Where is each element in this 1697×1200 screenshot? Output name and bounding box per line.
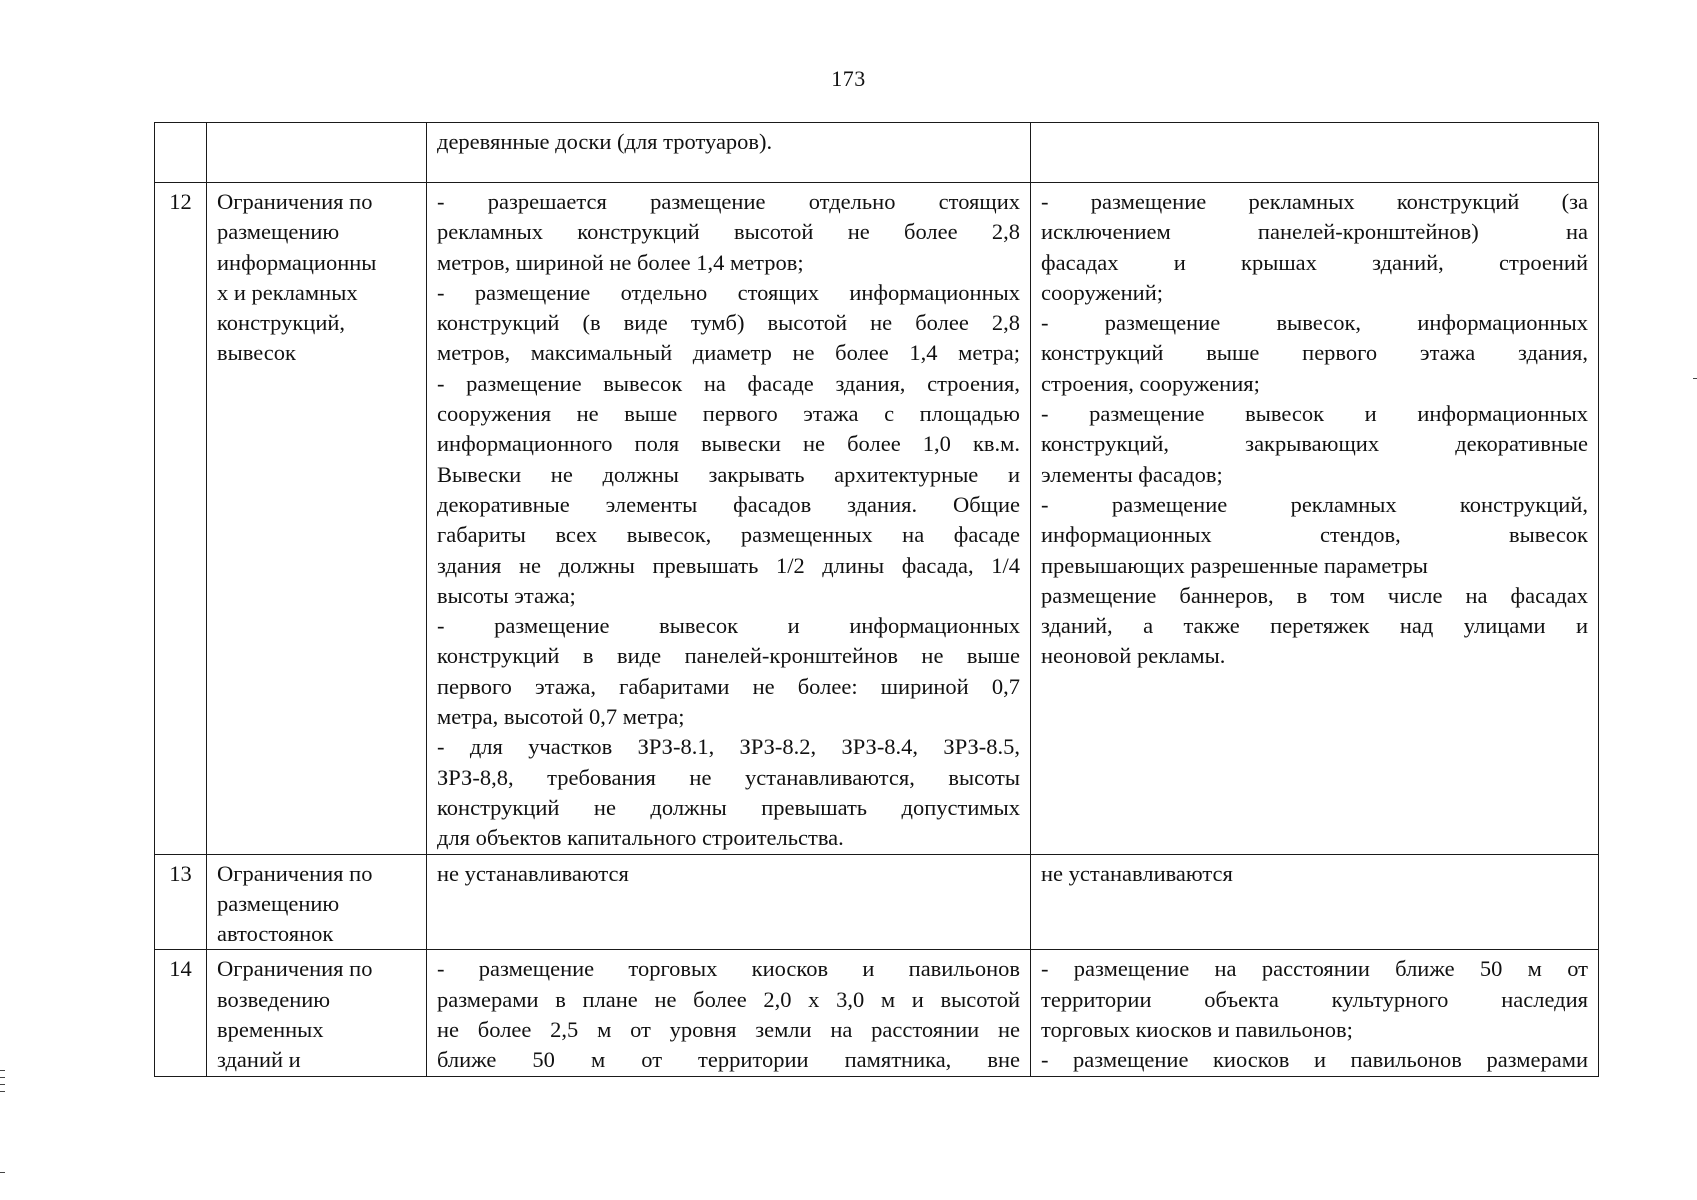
text-line: первого этажа, габаритами не более: шириной 0,7 [437, 673, 1020, 699]
margin-mark [0, 1070, 5, 1071]
text-line: исключением панелей-кронштейнов) на [1041, 219, 1588, 245]
row-col4 [1031, 854, 1599, 950]
restriction-name-line: информационны [217, 249, 377, 275]
text-line: конструкций в виде панелей-кронштейнов не выше [437, 643, 1020, 669]
table-row [155, 950, 1599, 1076]
row-col3 [427, 123, 1031, 183]
table-row [155, 123, 1599, 183]
text-line: метра, высотой 0,7 метра; [437, 704, 685, 730]
page-number: 173 [831, 66, 866, 91]
restrictions-table [154, 122, 1599, 1077]
text-line: превышающих разрешенные параметры [1041, 552, 1428, 578]
restriction-name-line: Ограничения по [217, 189, 373, 214]
margin-mark [0, 1091, 5, 1092]
restriction-name-line: Ограничения по [217, 860, 373, 886]
row-col4 [1031, 950, 1599, 1076]
text-line: для объектов капитального строительства. [437, 825, 844, 851]
row-number: 14 [155, 950, 207, 1076]
text-line: конструкций (в виде тумб) высотой не более 2,8 [437, 310, 1020, 336]
restriction-name-line: конструкций, [217, 310, 346, 336]
text-line: метров, максимальный диаметр не более 1,4 метра; [437, 340, 1020, 366]
restriction-name-line: размещению [217, 219, 340, 245]
margin-mark [0, 1172, 5, 1173]
restriction-name-line: временных [217, 1017, 324, 1043]
restriction-name-line: х и рекламных [217, 279, 358, 305]
text-line: информационного поля вывески не более 1,0 кв.м. [437, 431, 1020, 457]
text-line: декоративные элементы фасадов здания. Общие [437, 491, 1020, 517]
text-line: конструкций, закрывающих декоративные [1041, 431, 1588, 457]
text-line: не более 2,5 м от уровня земли на расстоянии не [437, 1017, 1020, 1043]
text-line: - размещение вывесок и информационных [1041, 401, 1588, 427]
text-line: деревянные доски (для тротуаров). [437, 129, 773, 154]
text-line: Вывески не должны закрывать архитектурные и [437, 461, 1020, 487]
restriction-name [207, 183, 427, 855]
text-line: не устанавливаются [437, 860, 629, 886]
text-line: - размещение отдельно стоящих информационных [437, 279, 1020, 305]
text-line: элементы фасадов; [1041, 461, 1223, 487]
restriction-name-line: возведению [217, 986, 331, 1012]
text-line: здания не должны превышать 1/2 длины фасада, 1/4 [437, 552, 1020, 578]
text-line: - размещение на расстоянии ближе 50 м от [1041, 956, 1588, 982]
restriction-name-line: зданий и [217, 1047, 301, 1073]
text-line: конструкций выше первого этажа здания, [1041, 340, 1588, 366]
text-line: - размещение торговых киосков и павильонов [437, 956, 1020, 982]
text-line: не устанавливаются [1041, 860, 1233, 886]
restriction-name-line: автостоянок [217, 921, 334, 947]
margin-mark [0, 1077, 5, 1078]
restriction-name-line: вывесок [217, 340, 296, 366]
text-line: - размещение рекламных конструкций (за [1041, 189, 1588, 214]
text-line: зданий, а также перетяжек над улицами и [1041, 613, 1588, 639]
row-col3 [427, 854, 1031, 950]
margin-mark [0, 1084, 5, 1085]
text-line: - разрешается размещение отдельно стоящих [437, 189, 1020, 214]
text-line: фасадах и крышах зданий, строений [1041, 249, 1588, 275]
text-line: неоновой рекламы. [1041, 643, 1226, 669]
text-line: размещение баннеров, в том числе на фасадах [1041, 582, 1588, 608]
row-col4 [1031, 183, 1599, 855]
text-line: конструкций не должны превышать допустимых [437, 794, 1020, 820]
text-line: размерами в плане не более 2,0 х 3,0 м и высотой [437, 986, 1020, 1012]
text-line: сооружения не выше первого этажа с площадью [437, 401, 1020, 427]
row-number [155, 123, 207, 183]
text-line: габариты всех вывесок, размещенных на фасаде [437, 522, 1020, 548]
text-line: торговых киосков и павильонов; [1041, 1017, 1353, 1043]
text-line: рекламных конструкций высотой не более 2,8 [437, 219, 1020, 245]
restriction-name-line: размещению [217, 890, 340, 916]
restriction-name [207, 950, 427, 1076]
row-col3 [427, 950, 1031, 1076]
text-line: территории объекта культурного наследия [1041, 986, 1588, 1012]
text-line: - размещение вывесок на фасаде здания, строения, [437, 370, 1020, 396]
text-line: - размещение киосков и павильонов размерами [1041, 1047, 1588, 1073]
restriction-name-line: Ограничения по [217, 956, 373, 982]
text-line: сооружений; [1041, 279, 1164, 305]
text-line: ЗРЗ-8,8, требования не устанавливаются, высоты [437, 764, 1020, 790]
edge-mark [1693, 378, 1697, 379]
text-line: высоты этажа; [437, 582, 576, 608]
text-line: - для участков ЗРЗ-8.1, ЗРЗ-8.2, ЗРЗ-8.4, ЗРЗ-8.5, [437, 734, 1020, 760]
table-row [155, 183, 1599, 855]
text-line: информационных стендов, вывесок [1041, 522, 1588, 548]
text-line: ближе 50 м от территории памятника, вне [437, 1047, 1020, 1073]
table-row [155, 854, 1599, 950]
restriction-name [207, 854, 427, 950]
restriction-name [207, 123, 427, 183]
row-col3 [427, 183, 1031, 855]
row-number: 13 [155, 854, 207, 950]
text-line: - размещение вывесок, информационных [1041, 310, 1588, 336]
row-number: 12 [155, 183, 207, 855]
text-line: - размещение рекламных конструкций, [1041, 491, 1588, 517]
text-line: метров, шириной не более 1,4 метров; [437, 249, 804, 275]
text-line: - размещение вывесок и информационных [437, 613, 1020, 639]
row-col4 [1031, 123, 1599, 183]
text-line: строения, сооружения; [1041, 370, 1260, 396]
